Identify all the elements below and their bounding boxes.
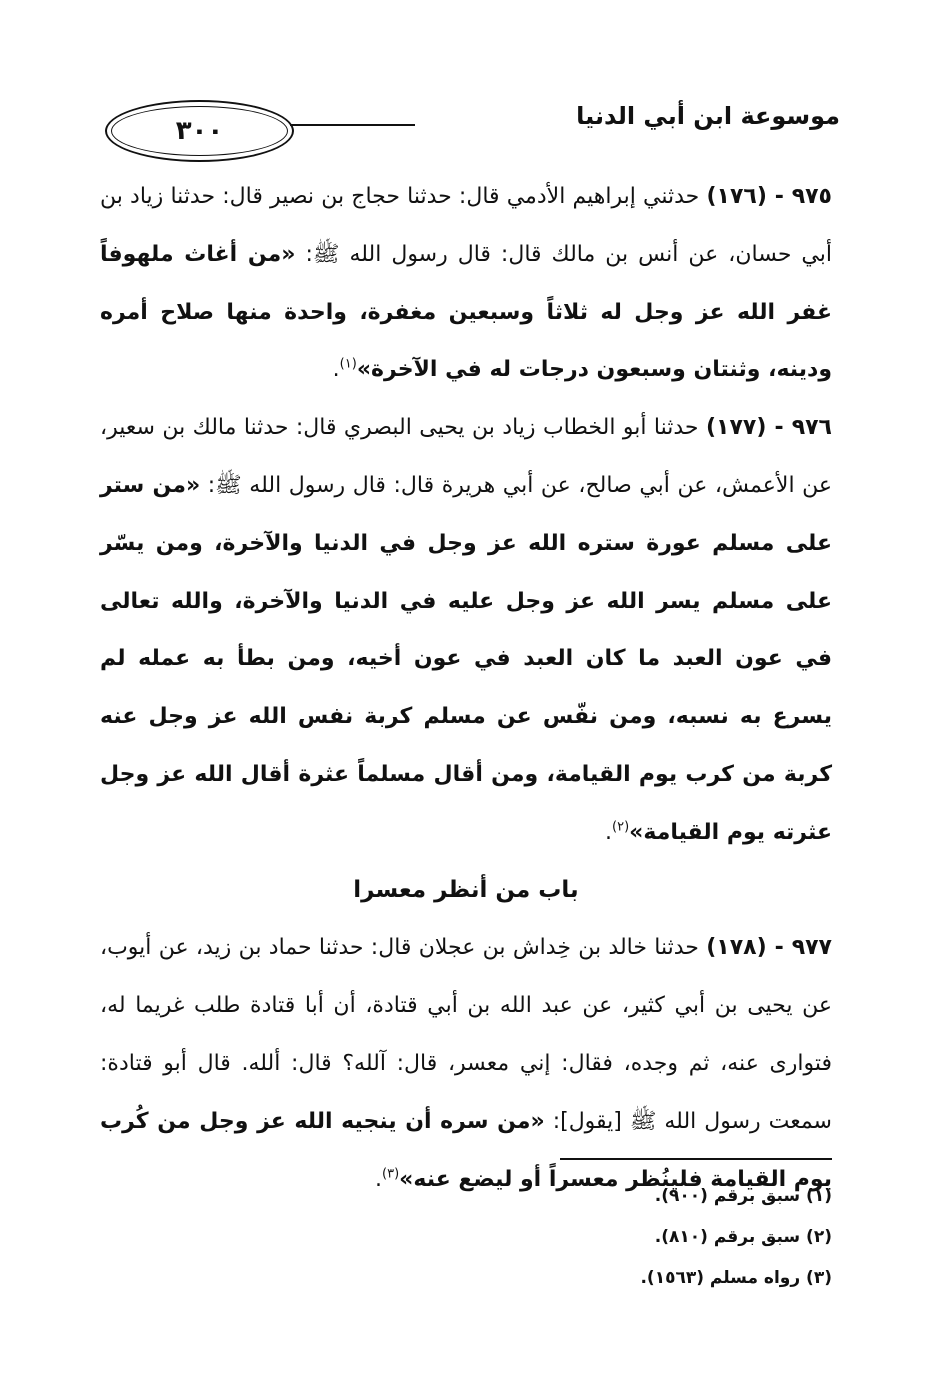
hadith-number: ٩٧٧ - (١٧٨) (706, 935, 832, 961)
footnote-ref: (١) (339, 357, 357, 373)
sentence-end: . (605, 819, 612, 845)
hadith-number: ٩٧٦ - (١٧٧) (705, 415, 832, 441)
footnote-1: (١) سبق برقم (٩٠٠). (654, 1186, 832, 1206)
footnote-3: (٣) رواه مسلم (١٥٦٣). (640, 1268, 832, 1288)
sentence-end: . (375, 1166, 383, 1192)
sentence-end: . (332, 357, 340, 383)
hadith-paragraph-976 (100, 399, 832, 861)
hadith-paragraph-977 (100, 919, 832, 1208)
isnad-text: حدثنا خالد بن خِداش بن عجلان قال: حدثنا حماد بن زيد، عن أيوب، عن يحيى بن أبي كثير، عن عبد الله بن أبي قتادة، أن أبا قتادة طلب غريما له، فتوارى عنه، ثم وجده، فقال: إني معسر، قال: آلله؟ قال: ألله. قال أبو قتادة: سمعت رسول الله ﷺ [يقول]: (100, 935, 832, 1134)
page-header (95, 100, 840, 160)
footnote-ref: (٢) (612, 819, 630, 835)
page-number-oval (105, 100, 294, 162)
footnote-2: (٢) سبق برقم (٨١٠). (654, 1227, 832, 1247)
isnad-text: حدثني إبراهيم الأدمي قال: حدثنا حجاج بن نصير قال: حدثنا زياد بن أبي حسان، عن أنس بن مالك قال: قال رسول الله ﷺ: (100, 184, 832, 267)
hadith-text: «من سره أن ينجيه الله عز وجل من كُرب يوم القيامة فلينُظر معسراً أو ليضع عنه» (100, 1108, 832, 1192)
main-text (100, 168, 832, 1208)
hadith-text: «من أغاث ملهوفاً غفر الله عز وجل له ثلاثاً وسبعين مغفرة، واحدة منها صلاح أمره ودينه، وثنتان وسبعون درجات له في الآخرة» (100, 241, 832, 383)
footnote-ref: (٣) (382, 1166, 400, 1182)
page-number: ٣٠٠ (175, 116, 224, 146)
footnote-divider (560, 1158, 832, 1160)
hadith-number: ٩٧٥ - (١٧٦) (706, 184, 832, 209)
isnad-text: حدثنا أبو الخطاب زياد بن يحيى البصري قال: حدثنا مالك بن سعير، عن الأعمش، عن أبي صالح، عن أبي هريرة قال: قال رسول الله ﷺ: (100, 415, 832, 498)
footnotes (640, 1176, 832, 1299)
book-title: موسوعة ابن أبي الدنيا (576, 102, 840, 130)
hadith-paragraph-975 (100, 168, 832, 399)
hadith-text: «من ستر على مسلم عورة ستره الله عز وجل في الدنيا والآخرة، ومن يسّر على مسلم يسر الله عز وجل عليه في الدنيا والآخرة، والله تعالى في عون العبد ما كان العبد في عون أخيه، ومن بطأ به عمله لم يسرع به نسبه، ومن نفّس عن مسلم كربة نفس الله عز وجل عنه كربة من كرب يوم القيامة، ومن أقال مسلماً عثرة أقال الله عز وجل عثرته يوم القيامة» (100, 472, 832, 845)
header-rule (290, 124, 415, 126)
section-heading: باب من أنظر معسرا (353, 876, 579, 903)
